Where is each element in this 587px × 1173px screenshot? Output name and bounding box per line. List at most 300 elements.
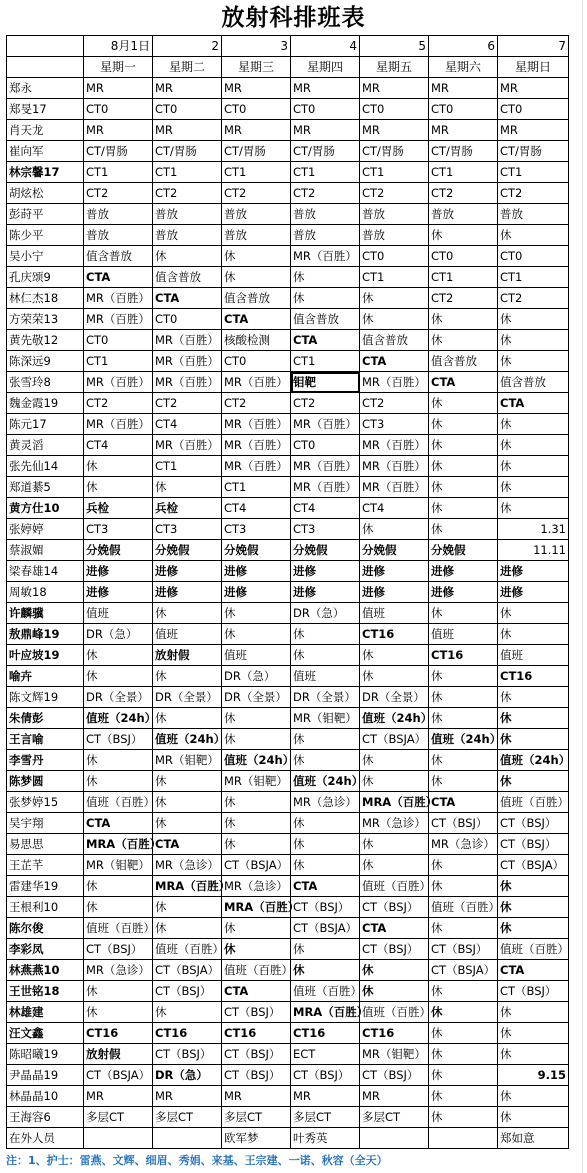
- shift-cell[interactable]: 休: [84, 876, 153, 897]
- shift-cell[interactable]: MR: [291, 1086, 360, 1107]
- shift-cell[interactable]: DR（全景）: [222, 687, 291, 708]
- shift-cell[interactable]: CT（BSJ）: [153, 981, 222, 1002]
- weekday-header-cell[interactable]: [7, 57, 84, 78]
- shift-cell[interactable]: 普放: [84, 204, 153, 225]
- shift-cell[interactable]: 休: [84, 645, 153, 666]
- date-header-cell[interactable]: 4: [291, 36, 360, 57]
- shift-cell[interactable]: MRA（百胜）: [222, 897, 291, 918]
- shift-cell[interactable]: CT（BSJ）: [429, 813, 498, 834]
- shift-cell[interactable]: 休: [429, 771, 498, 792]
- shift-cell[interactable]: 普放: [84, 225, 153, 246]
- shift-cell[interactable]: MR（百胜）: [153, 351, 222, 372]
- shift-cell[interactable]: CT/胃肠: [84, 141, 153, 162]
- shift-cell[interactable]: 值班: [498, 645, 569, 666]
- shift-cell[interactable]: CT3: [222, 519, 291, 540]
- shift-cell[interactable]: 普放: [291, 225, 360, 246]
- staff-name-cell[interactable]: 陈元17: [7, 414, 84, 435]
- staff-name-cell[interactable]: 林宗馨17: [7, 162, 84, 183]
- shift-cell[interactable]: CT（BSJ）: [429, 939, 498, 960]
- shift-cell[interactable]: MR: [84, 1086, 153, 1107]
- shift-cell[interactable]: DR（全景）: [153, 687, 222, 708]
- shift-cell[interactable]: 休: [498, 414, 569, 435]
- shift-cell[interactable]: 值班: [360, 603, 429, 624]
- shift-cell[interactable]: DR（急）: [84, 624, 153, 645]
- shift-cell[interactable]: 值班: [291, 666, 360, 687]
- shift-cell[interactable]: 休: [429, 225, 498, 246]
- shift-cell[interactable]: MR: [84, 120, 153, 141]
- shift-cell[interactable]: 进修: [153, 561, 222, 582]
- shift-cell[interactable]: MR（百胜）: [291, 414, 360, 435]
- shift-cell[interactable]: 休: [360, 834, 429, 855]
- shift-cell[interactable]: 分娩假: [84, 540, 153, 561]
- shift-cell[interactable]: 休: [360, 519, 429, 540]
- shift-cell[interactable]: CT3: [84, 519, 153, 540]
- shift-cell[interactable]: 进修: [360, 582, 429, 603]
- shift-cell[interactable]: MR（百胜）: [291, 246, 360, 267]
- shift-cell[interactable]: 休: [291, 813, 360, 834]
- shift-cell[interactable]: CT（BSJ）: [84, 729, 153, 750]
- shift-cell[interactable]: MR（百胜）: [291, 456, 360, 477]
- shift-cell[interactable]: 9.15: [498, 1065, 569, 1086]
- shift-cell[interactable]: CT（BSJA）: [153, 960, 222, 981]
- staff-name-cell[interactable]: 在外人员: [7, 1128, 84, 1149]
- shift-cell[interactable]: CT0: [84, 99, 153, 120]
- shift-cell[interactable]: DR（全景）: [291, 687, 360, 708]
- shift-cell[interactable]: 休: [222, 729, 291, 750]
- shift-cell[interactable]: 进修: [222, 582, 291, 603]
- shift-cell[interactable]: CT0: [498, 246, 569, 267]
- shift-cell[interactable]: MR: [498, 78, 569, 99]
- shift-cell[interactable]: MR: [291, 78, 360, 99]
- shift-cell[interactable]: 普放: [222, 204, 291, 225]
- shift-cell[interactable]: CT（BSJ）: [222, 1065, 291, 1086]
- shift-cell[interactable]: 休: [84, 771, 153, 792]
- shift-cell[interactable]: CTA: [291, 330, 360, 351]
- shift-cell[interactable]: MR（急诊）: [429, 834, 498, 855]
- date-header-cell[interactable]: [7, 36, 84, 57]
- staff-name-cell[interactable]: 李彩凤: [7, 939, 84, 960]
- staff-name-cell[interactable]: 陈梦圆: [7, 771, 84, 792]
- shift-cell[interactable]: 休: [84, 477, 153, 498]
- shift-cell[interactable]: 休: [291, 855, 360, 876]
- shift-cell[interactable]: 休: [498, 225, 569, 246]
- shift-cell[interactable]: MR: [498, 120, 569, 141]
- shift-cell[interactable]: CT（BSJA）: [429, 960, 498, 981]
- shift-cell[interactable]: 兵检: [153, 498, 222, 519]
- shift-cell[interactable]: 休: [153, 792, 222, 813]
- shift-cell[interactable]: 休: [429, 1107, 498, 1128]
- shift-cell[interactable]: 休: [153, 708, 222, 729]
- shift-cell[interactable]: 休: [498, 1023, 569, 1044]
- shift-cell[interactable]: CT/胃肠: [222, 141, 291, 162]
- shift-cell[interactable]: 进修: [153, 582, 222, 603]
- shift-cell[interactable]: MR（钼靶）: [291, 708, 360, 729]
- date-header-cell[interactable]: 8月1日: [84, 36, 153, 57]
- shift-cell[interactable]: CT（BSJA）: [84, 1065, 153, 1086]
- shift-cell[interactable]: 休: [153, 603, 222, 624]
- shift-cell[interactable]: 进修: [291, 582, 360, 603]
- shift-cell[interactable]: CT1: [291, 162, 360, 183]
- shift-cell[interactable]: 休: [84, 897, 153, 918]
- staff-name-cell[interactable]: 郑道綦5: [7, 477, 84, 498]
- staff-name-cell[interactable]: 吴小宁: [7, 246, 84, 267]
- shift-cell[interactable]: 分娩假: [291, 540, 360, 561]
- shift-cell[interactable]: MR: [222, 120, 291, 141]
- shift-cell[interactable]: 兵检: [84, 498, 153, 519]
- staff-name-cell[interactable]: 魏金霞19: [7, 393, 84, 414]
- date-header-cell[interactable]: 5: [360, 36, 429, 57]
- staff-name-cell[interactable]: 王根利10: [7, 897, 84, 918]
- shift-cell[interactable]: 值班（百胜）: [84, 918, 153, 939]
- shift-cell[interactable]: CT（BSJA）: [291, 918, 360, 939]
- shift-cell[interactable]: 值班（24h）: [222, 750, 291, 771]
- shift-cell[interactable]: CT1: [360, 267, 429, 288]
- shift-cell[interactable]: CT4: [84, 435, 153, 456]
- staff-name-cell[interactable]: 陈昭曦19: [7, 1044, 84, 1065]
- shift-cell[interactable]: CT/胃肠: [291, 141, 360, 162]
- shift-cell[interactable]: [84, 1128, 153, 1149]
- shift-cell[interactable]: 休: [429, 435, 498, 456]
- shift-cell[interactable]: 普放: [429, 204, 498, 225]
- shift-cell[interactable]: 休: [429, 1023, 498, 1044]
- shift-cell[interactable]: 值班（百胜）: [291, 981, 360, 1002]
- shift-cell[interactable]: 值班: [222, 645, 291, 666]
- shift-cell[interactable]: 放射假: [153, 645, 222, 666]
- shift-cell[interactable]: CT16: [222, 1023, 291, 1044]
- shift-cell[interactable]: MR: [429, 120, 498, 141]
- shift-cell[interactable]: 休: [84, 750, 153, 771]
- shift-cell[interactable]: 休: [498, 918, 569, 939]
- shift-cell[interactable]: CT（BSJ）: [360, 939, 429, 960]
- shift-cell[interactable]: MR: [84, 78, 153, 99]
- weekday-header-cell[interactable]: 星期六: [429, 57, 498, 78]
- shift-cell[interactable]: 休: [429, 519, 498, 540]
- weekday-header-cell[interactable]: 星期四: [291, 57, 360, 78]
- shift-cell[interactable]: 多层CT: [222, 1107, 291, 1128]
- shift-cell[interactable]: 休: [291, 750, 360, 771]
- shift-cell[interactable]: 休: [222, 918, 291, 939]
- staff-name-cell[interactable]: 许麟骥: [7, 603, 84, 624]
- shift-cell[interactable]: 休: [429, 309, 498, 330]
- shift-cell[interactable]: CT2: [291, 183, 360, 204]
- staff-name-cell[interactable]: 周敏18: [7, 582, 84, 603]
- shift-cell[interactable]: CT4: [153, 414, 222, 435]
- staff-name-cell[interactable]: 林雄建: [7, 1002, 84, 1023]
- shift-cell[interactable]: MR: [360, 1086, 429, 1107]
- staff-name-cell[interactable]: 吴宇翔: [7, 813, 84, 834]
- shift-cell[interactable]: CTA: [360, 351, 429, 372]
- shift-cell[interactable]: [153, 1128, 222, 1149]
- staff-name-cell[interactable]: 陈深远9: [7, 351, 84, 372]
- shift-cell[interactable]: 休: [153, 1002, 222, 1023]
- shift-cell[interactable]: 休: [291, 960, 360, 981]
- staff-name-cell[interactable]: 陈少平: [7, 225, 84, 246]
- shift-cell[interactable]: 休: [498, 477, 569, 498]
- shift-cell[interactable]: MR: [153, 78, 222, 99]
- shift-cell[interactable]: 进修: [222, 561, 291, 582]
- weekday-header-cell[interactable]: 星期三: [222, 57, 291, 78]
- shift-cell[interactable]: CT（BSJ）: [291, 897, 360, 918]
- shift-cell[interactable]: 放射假: [84, 1044, 153, 1065]
- shift-cell[interactable]: CTA: [498, 960, 569, 981]
- shift-cell[interactable]: CT2: [153, 183, 222, 204]
- shift-cell[interactable]: CT（BSJ）: [291, 1065, 360, 1086]
- shift-cell[interactable]: MR（急诊）: [84, 960, 153, 981]
- shift-cell[interactable]: 休: [429, 414, 498, 435]
- shift-cell[interactable]: MR: [153, 120, 222, 141]
- shift-cell[interactable]: ECT: [291, 1044, 360, 1065]
- shift-cell[interactable]: CT1: [84, 162, 153, 183]
- staff-name-cell[interactable]: 胡炫松: [7, 183, 84, 204]
- shift-cell[interactable]: MR（急诊）: [153, 855, 222, 876]
- weekday-header-cell[interactable]: 星期二: [153, 57, 222, 78]
- shift-cell[interactable]: CT（BSJA）: [222, 855, 291, 876]
- shift-cell[interactable]: CT（BSJ）: [360, 1065, 429, 1086]
- shift-cell[interactable]: MR（百胜）: [360, 456, 429, 477]
- shift-cell[interactable]: CT0: [498, 99, 569, 120]
- shift-cell[interactable]: MR（急诊）: [291, 792, 360, 813]
- shift-cell[interactable]: 值班（百胜）: [84, 792, 153, 813]
- shift-cell[interactable]: 休: [498, 309, 569, 330]
- shift-cell[interactable]: CT16: [153, 1023, 222, 1044]
- shift-cell[interactable]: CT16: [498, 666, 569, 687]
- shift-cell[interactable]: CTA: [429, 372, 498, 393]
- shift-cell[interactable]: 多层CT: [291, 1107, 360, 1128]
- shift-cell[interactable]: 进修: [291, 561, 360, 582]
- shift-cell[interactable]: MR: [429, 78, 498, 99]
- shift-cell[interactable]: 休: [429, 330, 498, 351]
- shift-cell[interactable]: 休: [222, 792, 291, 813]
- shift-cell[interactable]: 休: [153, 813, 222, 834]
- shift-cell[interactable]: 普放: [360, 204, 429, 225]
- shift-cell[interactable]: 休: [84, 666, 153, 687]
- shift-cell[interactable]: MR（百胜）: [153, 435, 222, 456]
- shift-cell[interactable]: CT0: [291, 435, 360, 456]
- shift-cell[interactable]: MR（百胜）: [222, 435, 291, 456]
- shift-cell[interactable]: 休: [291, 288, 360, 309]
- staff-name-cell[interactable]: 尹晶晶19: [7, 1065, 84, 1086]
- shift-cell[interactable]: CT16: [360, 1023, 429, 1044]
- shift-cell[interactable]: MRA（百胜）: [84, 834, 153, 855]
- shift-cell[interactable]: 值班（百胜）: [360, 876, 429, 897]
- shift-cell[interactable]: 休: [291, 267, 360, 288]
- shift-cell[interactable]: 休: [291, 834, 360, 855]
- weekday-header-cell[interactable]: 星期一: [84, 57, 153, 78]
- shift-cell[interactable]: 分娩假: [153, 540, 222, 561]
- shift-cell[interactable]: 休: [429, 1044, 498, 1065]
- shift-cell[interactable]: 休: [498, 897, 569, 918]
- shift-cell[interactable]: CT0: [153, 309, 222, 330]
- shift-cell[interactable]: MR（钼靶）: [153, 750, 222, 771]
- shift-cell[interactable]: CT4: [360, 498, 429, 519]
- shift-cell[interactable]: 休: [291, 624, 360, 645]
- shift-cell[interactable]: CT（BSJA）: [360, 729, 429, 750]
- shift-cell[interactable]: 休: [84, 981, 153, 1002]
- shift-cell[interactable]: 休: [498, 456, 569, 477]
- shift-cell[interactable]: 值含普放: [222, 288, 291, 309]
- shift-cell[interactable]: 休: [360, 981, 429, 1002]
- shift-cell[interactable]: CT（BSJA）: [498, 855, 569, 876]
- shift-cell[interactable]: 值班（24h）: [153, 729, 222, 750]
- shift-cell[interactable]: 值班（百胜）: [498, 939, 569, 960]
- shift-cell[interactable]: CT3: [153, 519, 222, 540]
- shift-cell[interactable]: 分娩假: [360, 540, 429, 561]
- staff-name-cell[interactable]: 王芷芊: [7, 855, 84, 876]
- shift-cell[interactable]: CT1: [291, 351, 360, 372]
- shift-cell[interactable]: 值含普放: [84, 246, 153, 267]
- shift-cell[interactable]: MR: [360, 78, 429, 99]
- shift-cell[interactable]: CT2: [84, 183, 153, 204]
- staff-name-cell[interactable]: 崔向军: [7, 141, 84, 162]
- shift-cell[interactable]: 休: [360, 960, 429, 981]
- shift-cell[interactable]: CTA: [153, 834, 222, 855]
- shift-cell[interactable]: 休: [498, 687, 569, 708]
- shift-cell[interactable]: MR（急诊）: [360, 813, 429, 834]
- shift-cell[interactable]: 休: [498, 1107, 569, 1128]
- shift-cell[interactable]: CT0: [429, 99, 498, 120]
- shift-cell[interactable]: 休: [429, 393, 498, 414]
- shift-cell[interactable]: MR（百胜）: [222, 372, 291, 393]
- shift-cell[interactable]: 11.11: [498, 540, 569, 561]
- shift-cell[interactable]: CT/胃肠: [429, 141, 498, 162]
- shift-cell[interactable]: MR（百胜）: [222, 414, 291, 435]
- shift-cell[interactable]: MR: [222, 78, 291, 99]
- shift-cell[interactable]: 值班: [429, 624, 498, 645]
- shift-cell[interactable]: MR: [222, 1086, 291, 1107]
- shift-cell[interactable]: DR（急）: [153, 1065, 222, 1086]
- shift-cell[interactable]: 休: [153, 918, 222, 939]
- shift-cell[interactable]: CT/胃肠: [498, 141, 569, 162]
- shift-cell[interactable]: CTA: [360, 918, 429, 939]
- shift-cell[interactable]: 普放: [153, 204, 222, 225]
- shift-cell[interactable]: 1.31: [498, 519, 569, 540]
- shift-cell[interactable]: 休: [84, 456, 153, 477]
- shift-cell[interactable]: 值含普放: [360, 330, 429, 351]
- shift-cell[interactable]: 欧军梦: [222, 1128, 291, 1149]
- staff-name-cell[interactable]: 黄方仕10: [7, 498, 84, 519]
- shift-cell[interactable]: 休: [222, 708, 291, 729]
- shift-cell[interactable]: CT2: [84, 393, 153, 414]
- shift-cell[interactable]: 休: [498, 624, 569, 645]
- shift-cell[interactable]: 值班（24h）: [498, 750, 569, 771]
- shift-cell[interactable]: 普放: [222, 225, 291, 246]
- shift-cell[interactable]: CT1: [84, 351, 153, 372]
- staff-name-cell[interactable]: 王言喻: [7, 729, 84, 750]
- shift-cell[interactable]: 休: [222, 603, 291, 624]
- staff-name-cell[interactable]: 林燕燕10: [7, 960, 84, 981]
- staff-name-cell[interactable]: 孔庆颂9: [7, 267, 84, 288]
- shift-cell[interactable]: 分娩假: [222, 540, 291, 561]
- weekday-header-cell[interactable]: 星期日: [498, 57, 569, 78]
- shift-cell[interactable]: CT0: [429, 246, 498, 267]
- shift-cell[interactable]: 休: [429, 666, 498, 687]
- date-header-cell[interactable]: 3: [222, 36, 291, 57]
- shift-cell[interactable]: 休: [360, 666, 429, 687]
- shift-cell[interactable]: CT3: [360, 414, 429, 435]
- shift-cell[interactable]: CT（BSJ）: [222, 1002, 291, 1023]
- shift-cell[interactable]: 休: [429, 918, 498, 939]
- shift-cell[interactable]: MR（百胜）: [84, 309, 153, 330]
- shift-cell[interactable]: MR（百胜）: [291, 477, 360, 498]
- shift-cell[interactable]: CT2: [360, 393, 429, 414]
- staff-name-cell[interactable]: 黄先敬12: [7, 330, 84, 351]
- date-header-cell[interactable]: 2: [153, 36, 222, 57]
- shift-cell[interactable]: 休: [360, 645, 429, 666]
- shift-cell[interactable]: CT2: [153, 393, 222, 414]
- staff-name-cell[interactable]: 陈文辉19: [7, 687, 84, 708]
- shift-cell[interactable]: CT1: [153, 456, 222, 477]
- staff-name-cell[interactable]: 林仁杰18: [7, 288, 84, 309]
- shift-cell[interactable]: CT2: [429, 183, 498, 204]
- shift-cell[interactable]: CT2: [360, 183, 429, 204]
- shift-cell[interactable]: 值班（24h）: [360, 708, 429, 729]
- shift-cell[interactable]: CT1: [222, 477, 291, 498]
- shift-cell[interactable]: CT0: [222, 99, 291, 120]
- staff-name-cell[interactable]: 梁春雄14: [7, 561, 84, 582]
- shift-cell[interactable]: 休: [498, 708, 569, 729]
- shift-cell[interactable]: 休: [222, 939, 291, 960]
- shift-cell[interactable]: 值含普放: [153, 267, 222, 288]
- shift-cell[interactable]: MR（百胜）: [84, 288, 153, 309]
- shift-cell[interactable]: 休: [429, 708, 498, 729]
- shift-cell[interactable]: CT（BSJ）: [498, 813, 569, 834]
- shift-cell[interactable]: 钼靶: [291, 372, 360, 393]
- shift-cell[interactable]: 休: [498, 435, 569, 456]
- staff-name-cell[interactable]: 王海容6: [7, 1107, 84, 1128]
- shift-cell[interactable]: 休: [222, 813, 291, 834]
- shift-cell[interactable]: 休: [222, 834, 291, 855]
- shift-cell[interactable]: CT/胃肠: [360, 141, 429, 162]
- staff-name-cell[interactable]: 汪文鑫: [7, 1023, 84, 1044]
- shift-cell[interactable]: 休: [360, 288, 429, 309]
- shift-cell[interactable]: CTA: [498, 393, 569, 414]
- shift-cell[interactable]: 值班（24h）: [429, 729, 498, 750]
- shift-cell[interactable]: MR（急诊）: [222, 876, 291, 897]
- staff-name-cell[interactable]: 林晶晶10: [7, 1086, 84, 1107]
- shift-cell[interactable]: 休: [498, 330, 569, 351]
- shift-cell[interactable]: 值班: [153, 624, 222, 645]
- shift-cell[interactable]: 值班（24h）: [291, 771, 360, 792]
- shift-cell[interactable]: 进修: [429, 561, 498, 582]
- shift-cell[interactable]: MR（钼靶）: [360, 1044, 429, 1065]
- staff-name-cell[interactable]: 张婷婷: [7, 519, 84, 540]
- shift-cell[interactable]: 普放: [498, 204, 569, 225]
- shift-cell[interactable]: 休: [429, 1065, 498, 1086]
- shift-cell[interactable]: MR: [291, 120, 360, 141]
- shift-cell[interactable]: 休: [429, 687, 498, 708]
- staff-name-cell[interactable]: 方荣荣13: [7, 309, 84, 330]
- shift-cell[interactable]: 休: [429, 498, 498, 519]
- shift-cell[interactable]: CT2: [429, 288, 498, 309]
- shift-cell[interactable]: MRA（百胜）: [360, 792, 429, 813]
- shift-cell[interactable]: CT16: [291, 1023, 360, 1044]
- staff-name-cell[interactable]: 郑永: [7, 78, 84, 99]
- shift-cell[interactable]: CT0: [360, 246, 429, 267]
- shift-cell[interactable]: 分娩假: [429, 540, 498, 561]
- staff-name-cell[interactable]: 朱倩彭: [7, 708, 84, 729]
- shift-cell[interactable]: 核酸检测: [222, 330, 291, 351]
- shift-cell[interactable]: 休: [291, 645, 360, 666]
- shift-cell[interactable]: [360, 1128, 429, 1149]
- date-header-cell[interactable]: 7: [498, 36, 569, 57]
- shift-cell[interactable]: MR: [153, 1086, 222, 1107]
- shift-cell[interactable]: 值班（24h）: [84, 708, 153, 729]
- shift-cell[interactable]: CTA: [84, 267, 153, 288]
- shift-cell[interactable]: 休: [429, 603, 498, 624]
- shift-cell[interactable]: CT16: [360, 624, 429, 645]
- shift-cell[interactable]: 值班: [84, 603, 153, 624]
- shift-cell[interactable]: 休: [429, 1002, 498, 1023]
